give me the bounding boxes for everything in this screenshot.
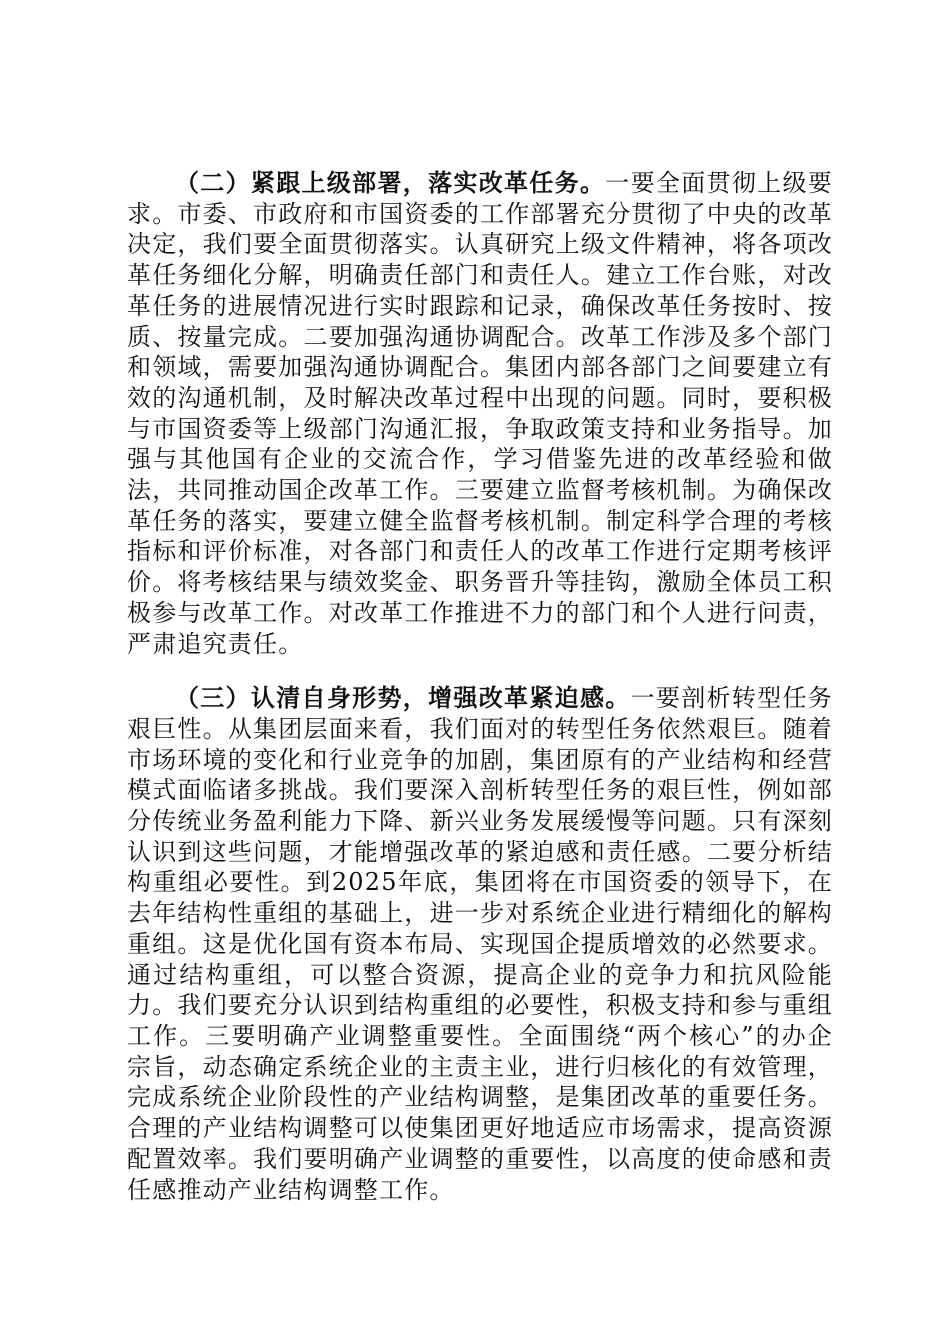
section-body-3: 一要剖析转型任务艰巨性。从集团层面来看，我们面对的转型任务依然艰巨。随着市场环境的变化和行业竞争的加剧，集团原有的产业结构和经营模式面临诸多挑战。我们要深入剖析转型任务的艰巨性，例如部分传统业务盈利能力下降、新兴业务发展缓慢等问题。只有深刻认识到这些问题，才能增强改革的紧迫感和责任感。二要分析结构重组必要性。到2025年底，集团将在市国资委的领导下，在去年结构性重组的基础上，进一步对系统企业进行精细化的解构重组。这是优化国有资本布局、实现国企提质增效的必然要求。通过结构重组，可以整合资源，提高企业的竞争力和抗风险能力。我们要充分认识到结构重组的必要性，积极支持和参与重组工作。三要明确产业调整重要性。全面围绕“两个核心”的办企宗旨，动态确定系统企业的主责主业，进行归核化的有效管理，完成系统企业阶段性的产业结构调整，是集团改革的重要任务。合理的产业结构调整可以使集团更好地适应市场需求，提高资源配置效率。我们要明确产业调整的重要性，以高度的使命感和责任感推动产业结构调整工作。 xyxy=(127,684,833,1204)
document-page xyxy=(127,168,833,1205)
section-heading-3: （三）认清自身形势，增强改革紧迫感。 xyxy=(175,683,631,713)
section-heading-2: （二）紧跟上级部署，落实改革任务。 xyxy=(175,168,606,197)
section-body-2: 一要全面贯彻上级要求。市委、市政府和市国资委的工作部署充分贯彻了中央的改革决定，我们要全面贯彻落实。认真研究上级文件精神，将各项改革任务细化分解，明确责任部门和责任人。建立工作台账，对改革任务的进展情况进行实时跟踪和记录，确保改革任务按时、按质、按量完成。二要加强沟通协调配合。改革工作涉及多个部门和领域，需要加强沟通协调配合。集团内部各部门之间要建立有效的沟通机制，及时解决改革过程中出现的问题。同时，要积极与市国资委等上级部门沟通汇报，争取政策支持和业务指导。加强与其他国有企业的交流合作，学习借鉴先进的改革经验和做法，共同推动国企改革工作。三要建立监督考核机制。为确保改革任务的落实，要建立健全监督考核机制。制定科学合理的考核指标和评价标准，对各部门和责任人的改革工作进行定期考核评价。将考核结果与绩效奖金、职务晋升等挂钩，激励全体员工积极参与改革工作。对改革工作推进不力的部门和个人进行问责，严肃追究责任。 xyxy=(127,169,833,658)
paragraph-section-3 xyxy=(127,683,833,1205)
paragraph-section-2 xyxy=(127,168,833,659)
